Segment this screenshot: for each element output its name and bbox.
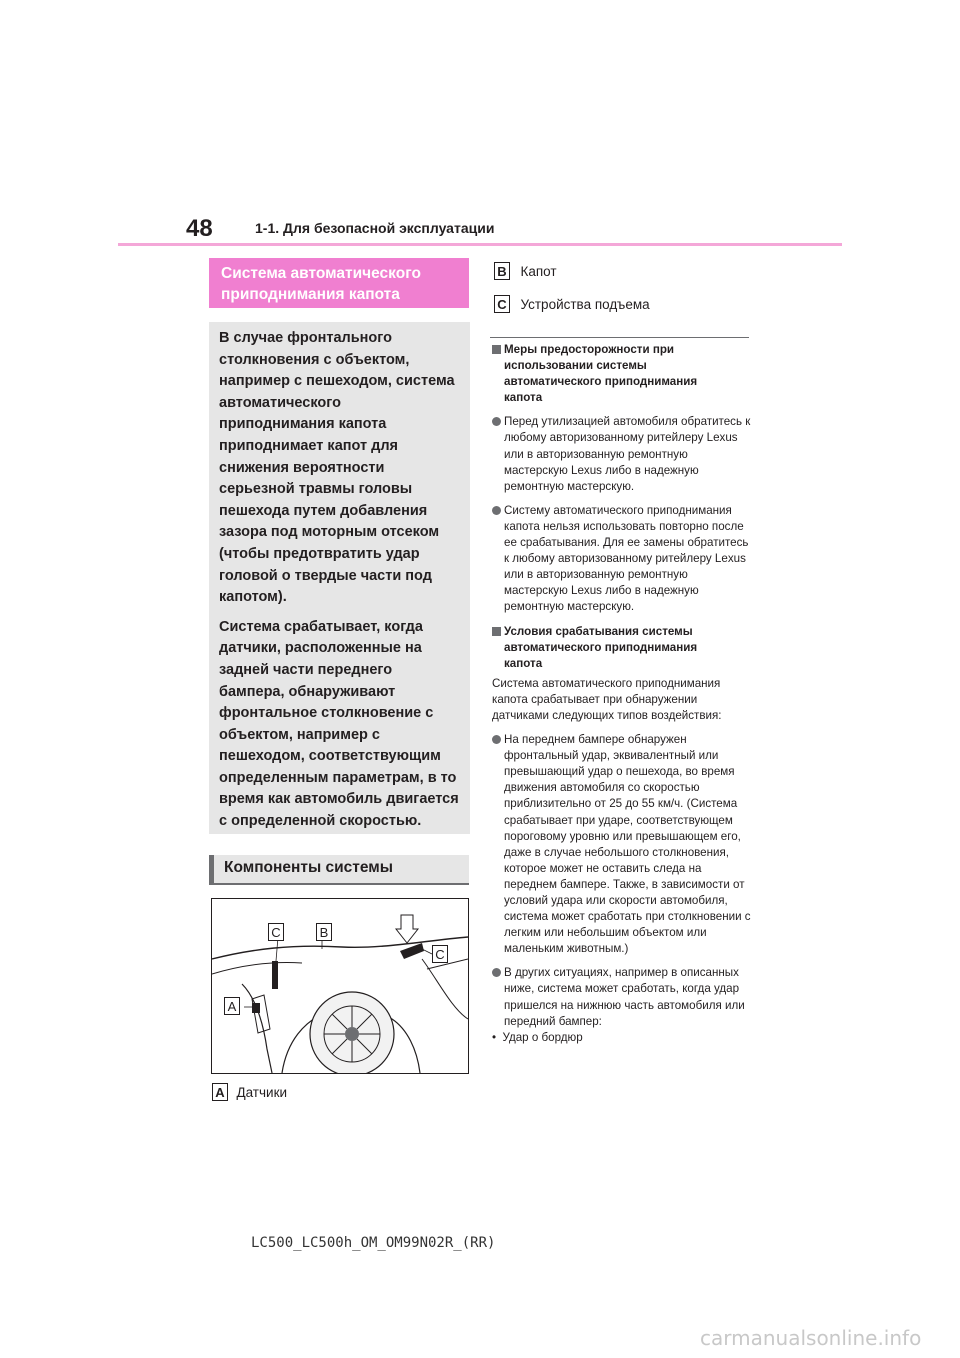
sub-item-text: Удар о бордюр bbox=[502, 1030, 583, 1044]
figure-label-b: B bbox=[316, 923, 332, 941]
sub-item-bullet: • bbox=[492, 1030, 503, 1044]
right-column bbox=[492, 342, 754, 1046]
legend-text-c: Устройства подъема bbox=[520, 297, 650, 312]
intro-paragraph-2: Система срабатывает, когда датчики, расположенные на задней части переднего бампера, обнаруживают фронтальное столкновение с объектом, например с пешеходом, соответствующим определенным параметрам, в то время как автомобиль двигается с определенной скоростью. bbox=[219, 618, 459, 830]
page-number: 48 bbox=[186, 215, 213, 242]
components-heading: Компоненты системы bbox=[209, 855, 469, 885]
legend-tag-c: C bbox=[494, 295, 510, 313]
condition-item-1: На переднем бампере обнаружен фронтальный удар, эквивалентный или превышающий удар о пешехода, во время движения автомобиля со скоростью приблизительно от 25 до 55 км/ч. (Система срабатывает при ударе, соответствующем пороговому уровню или превышающем его, даже в случае небольшого столкновения, которое может не оставить следа на переднем бампере. Также, в зависимости от условий удара или скорости автомобиля, система может сработать при столкновении с легким или небольшим объектом или маленьким животным.) bbox=[492, 732, 752, 957]
legend-tag-b: B bbox=[494, 262, 510, 280]
car-front-illustration bbox=[211, 898, 469, 1074]
legend-text-b: Капот bbox=[520, 264, 557, 279]
sub-item bbox=[492, 1030, 754, 1046]
header-divider bbox=[118, 243, 842, 246]
legend-text-a: Датчики bbox=[236, 1085, 288, 1100]
condition-item-2: В других ситуациях, например в описанных ниже, система может сработать, когда удар пришелся на нижнюю часть автомобиля или передний бампер: bbox=[492, 965, 752, 1029]
watermark: carmanualsonline.info bbox=[700, 1326, 922, 1350]
precautions-heading: Меры предосторожности при использовании системы автоматического приподнимания капота bbox=[492, 342, 732, 406]
figure-label-c-left: C bbox=[268, 923, 284, 941]
conditions-heading: Условия срабатывания системы автоматического приподнимания капота bbox=[492, 624, 732, 672]
legend-item-b bbox=[494, 262, 557, 281]
figure-label-a: A bbox=[224, 997, 240, 1015]
system-box-title: Система автоматического приподнимания капота bbox=[209, 258, 469, 308]
car-illustration-svg bbox=[212, 899, 468, 1073]
figure-label-c-right: C bbox=[432, 945, 448, 963]
intro-paragraph-1: В случае фронтального столкновения с объектом, например с пешеходом, система автоматического приподнимания капота приподнимает капот для снижения вероятности серьезной травмы головы пешехода путем добавления зазора под моторным отсеком (чтобы предотвратить удар головой о твердые части под капотом). bbox=[219, 330, 455, 606]
legend-item-c bbox=[494, 295, 650, 314]
section-title: 1-1. Для безопасной эксплуатации bbox=[255, 220, 495, 236]
intro-box bbox=[209, 322, 470, 834]
right-column-divider bbox=[490, 337, 749, 338]
legend-tag-a: A bbox=[212, 1083, 228, 1101]
legend-item-a bbox=[212, 1083, 287, 1102]
document-footer: LC500_LC500h_OM_OM99N02R_(RR) bbox=[251, 1235, 496, 1251]
conditions-intro: Система автоматического приподнимания капота срабатывает при обнаружении датчиками следующих типов воздействия: bbox=[492, 676, 722, 722]
precaution-item-1: Перед утилизацией автомобиля обратитесь к любому авторизованному ритейлеру Lexus или в авторизованную ремонтную мастерскую Lexus либо в надежную ремонтную мастерскую. bbox=[492, 414, 754, 494]
precaution-item-2: Систему автоматического приподнимания капота нельзя использовать повторно после ее срабатывания. Для ее замены обратитесь к любому авторизованному ритейлеру Lexus или в авторизованную ремонтную мастерскую Lexus либо в надежную ремонтную мастерскую. bbox=[492, 503, 754, 616]
